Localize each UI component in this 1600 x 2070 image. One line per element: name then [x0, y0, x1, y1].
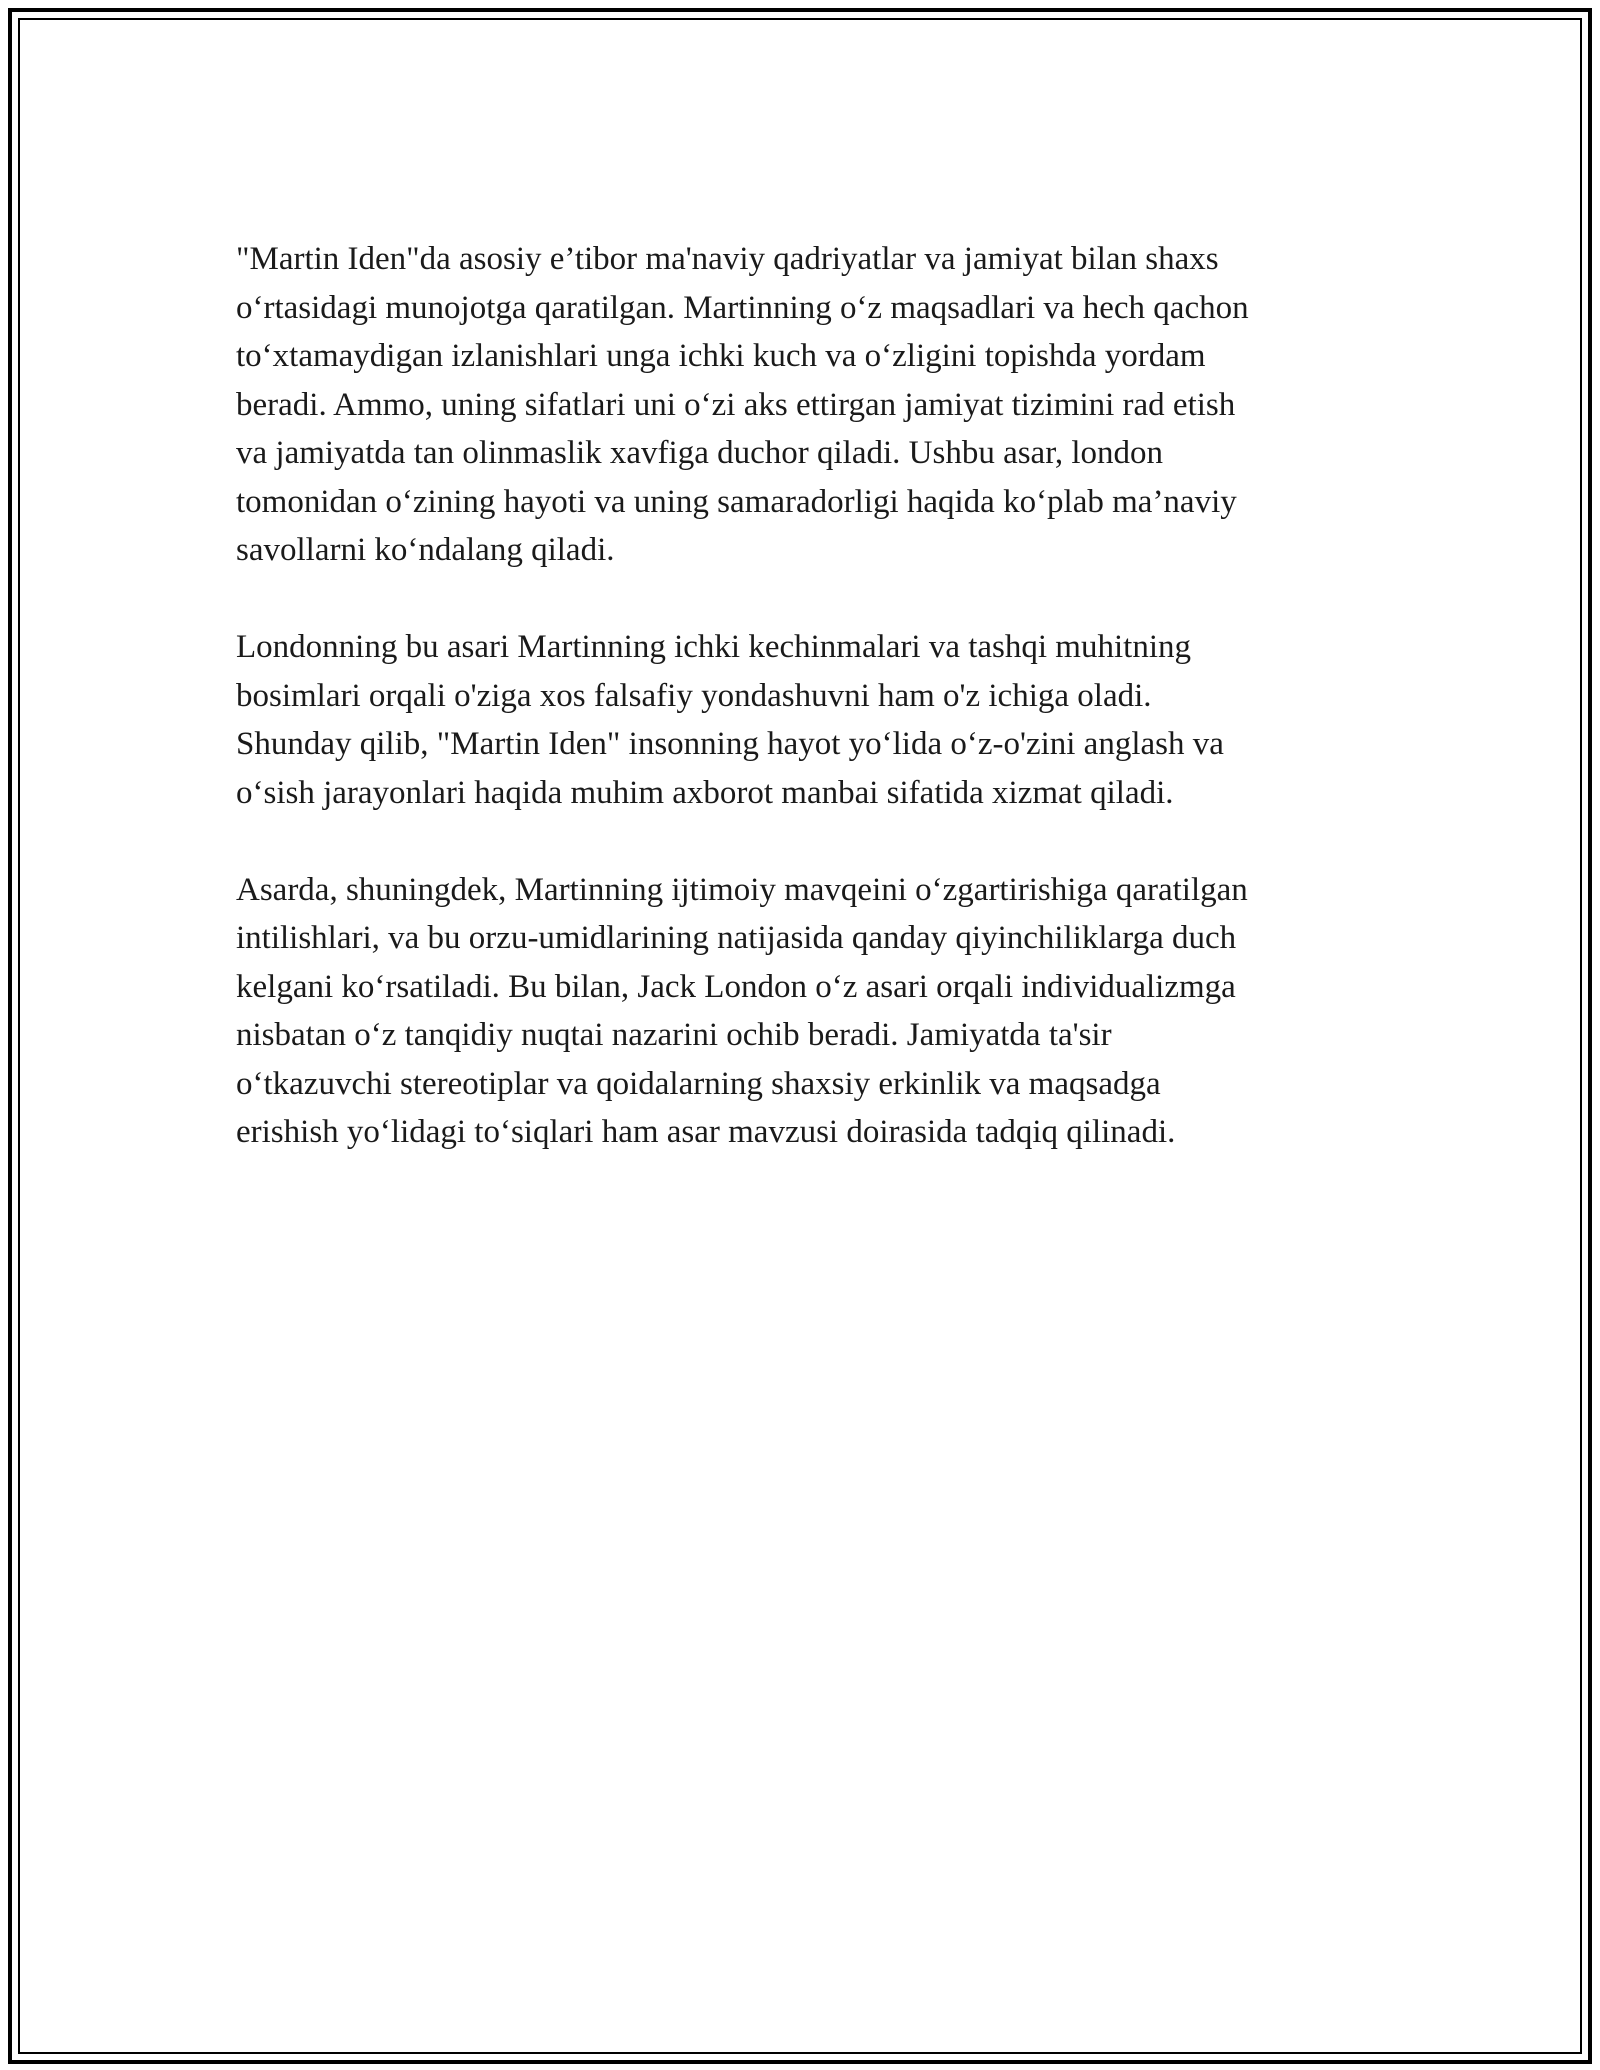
text-line: o‘rtasidagi munojotga qaratilgan. Martinning o‘z maqsadlari va hech qachon — [236, 289, 1249, 326]
text-line: tomonidan o‘zining hayoti va uning samaradorligi haqida ko‘plab ma’naviy — [236, 483, 1237, 520]
paragraph-1 — [236, 235, 1386, 575]
text-line: o‘tkazuvchi stereotiplar va qoidalarning shaxsiy erkinlik va maqsadga — [236, 1065, 1161, 1102]
text-line: bosimlari orqali o'ziga xos falsafiy yondashuvni ham o'z ichiga oladi. — [236, 677, 1152, 714]
text-line: o‘sish jarayonlari haqida muhim axborot manbai sifatida xizmat qiladi. — [236, 774, 1174, 811]
paragraph-3 — [236, 866, 1386, 1157]
text-line: erishish yo‘lidagi to‘siqlari ham asar mavzusi doirasida tadqiq qilinadi. — [236, 1114, 1176, 1150]
text-line: Shunday qilib, "Martin Iden" insonning hayot yo‘lida o‘z-o'zini anglash va — [236, 726, 1224, 762]
text-line: "Martin Iden"da asosiy e’tibor ma'naviy qadriyatlar va jamiyat bilan shaxs — [236, 241, 1219, 277]
paragraph-2 — [236, 623, 1386, 817]
text-line: Asarda, shuningdek, Martinning ijtimoiy mavqeini o‘zgartirishiga qaratilgan — [236, 871, 1248, 908]
text-line: va jamiyatda tan olinmaslik xavfiga duchor qiladi. Ushbu asar, london — [236, 435, 1164, 471]
text-line: intilishlari, va bu orzu-umidlarining natijasida qanday qiyinchiliklarga duch — [236, 920, 1237, 956]
text-line: beradi. Ammo, uning sifatlari uni o‘zi aks ettirgan jamiyat tizimini rad etish — [236, 386, 1236, 423]
text-line: savollarni ko‘ndalang qiladi. — [236, 532, 615, 568]
document-body — [236, 235, 1386, 1205]
text-line: kelgani ko‘rsatiladi. Bu bilan, Jack London o‘z asari orqali individualizmga — [236, 968, 1236, 1005]
text-line: Londonning bu asari Martinning ichki kechinmalari va tashqi muhitning — [236, 629, 1191, 665]
text-line: to‘xtamaydigan izlanishlari unga ichki kuch va o‘zligini topishda yordam — [236, 338, 1206, 374]
text-line: nisbatan o‘z tanqidiy nuqtai nazarini ochib beradi. Jamiyatda ta'sir — [236, 1017, 1112, 1053]
